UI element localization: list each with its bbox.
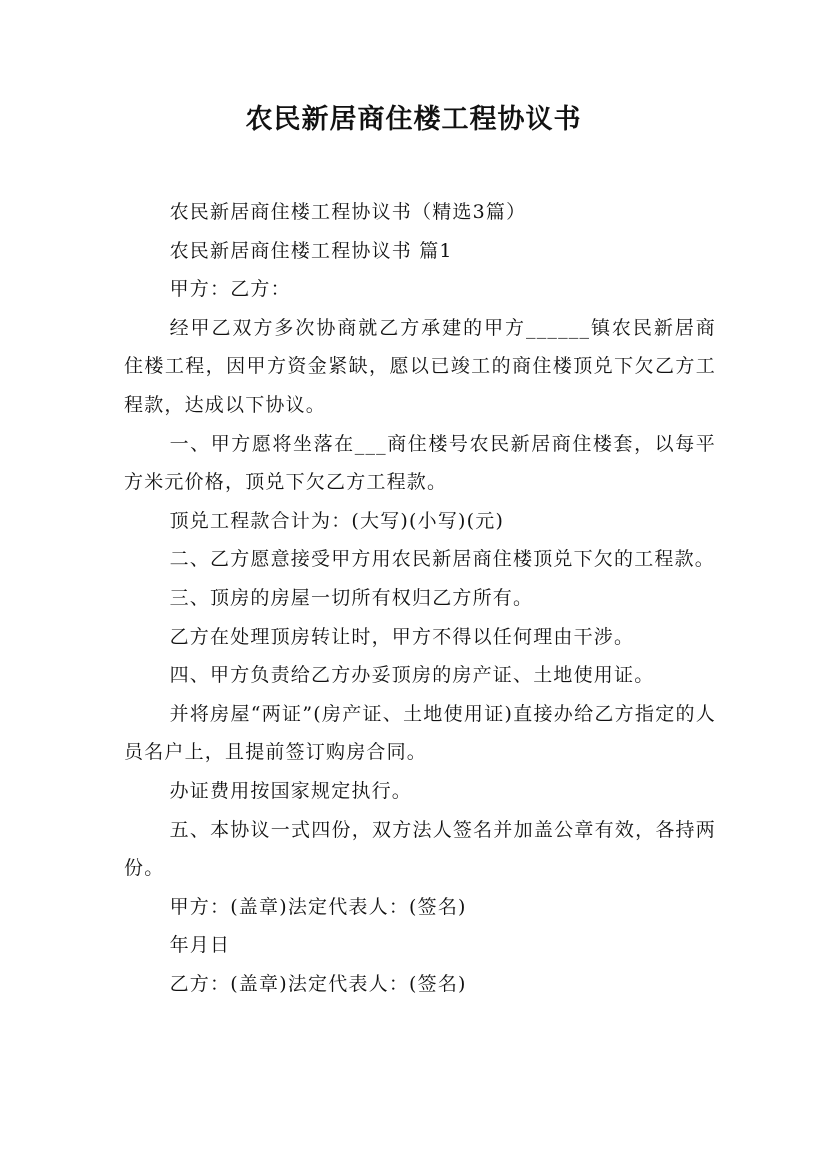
paragraph-total-amount: 顶兑工程款合计为：(大写)(小写)(元) [169, 509, 505, 532]
paragraph-clause-1: 一、甲方愿将坐落在___商住楼号农民新居商住楼套，以每平方米元价格，顶兑下欠乙方工程款。 [124, 432, 716, 494]
signature-party-b: 乙方：(盖章)法定代表人：(签名) [169, 972, 467, 995]
document-title: 农民新居商住楼工程协议书 [245, 104, 582, 135]
paragraph-clause-3: 三、顶房的房屋一切所有权归乙方所有。 [169, 586, 534, 609]
paragraph-subtitle: 农民新居商住楼工程协议书（精选3篇） [169, 201, 527, 223]
paragraph-clause-4: 四、甲方负责给乙方办妥顶房的房产证、土地使用证。 [169, 664, 655, 687]
signature-party-a: 甲方：(盖章)法定代表人：(签名) [169, 895, 467, 918]
paragraph-section-heading: 农民新居商住楼工程协议书 篇1 [169, 239, 453, 262]
paragraph-parties: 甲方：乙方： [169, 278, 291, 301]
document-body [124, 193, 716, 1003]
paragraph-clause-2: 二、乙方愿意接受甲方用农民新居商住楼顶兑下欠的工程款。 [169, 548, 715, 571]
paragraph-preamble: 经甲乙双方多次协商就乙方承建的甲方______镇农民新居商住楼工程，因甲方资金紧缺，愿以已竣工的商住楼顶兑下欠乙方工程款，达成以下协议。 [124, 316, 716, 416]
paragraph-fees: 办证费用按国家规定执行。 [169, 779, 412, 802]
signature-date: 年月日 [169, 934, 231, 957]
paragraph-clause-5: 五、本协议一式四份，双方法人签名并加盖公章有效，各持两份。 [124, 818, 716, 880]
paragraph-transfer-note: 乙方在处理顶房转让时，甲方不得以任何理由干涉。 [169, 625, 635, 648]
paragraph-certificates: 并将房屋“两证”(房产证、土地使用证)直接办给乙方指定的人员名户上，且提前签订购房合同。 [124, 702, 716, 764]
